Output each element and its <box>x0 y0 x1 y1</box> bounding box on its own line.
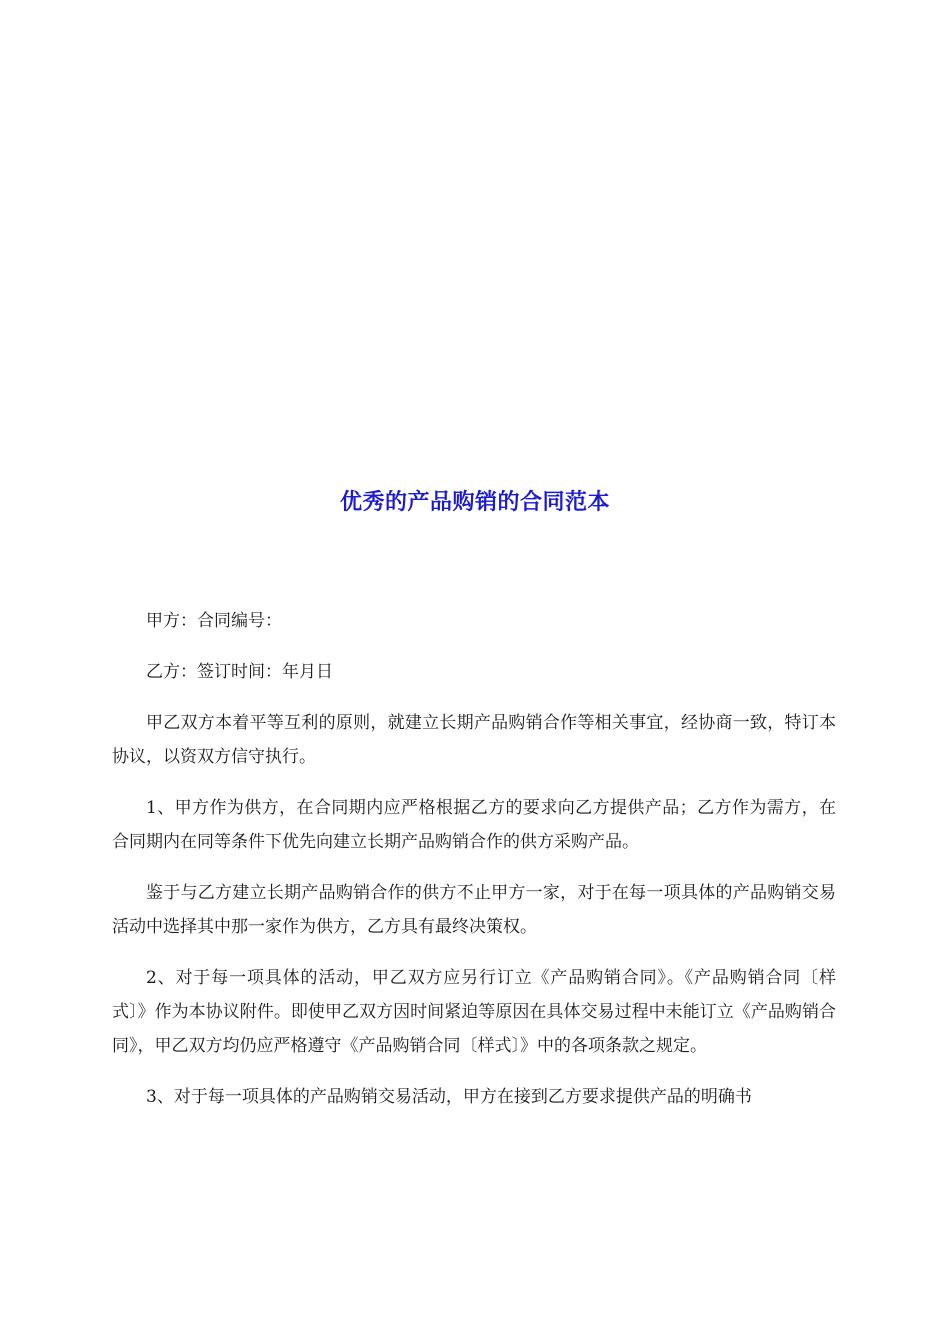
preamble-paragraph: 甲乙双方本着平等互利的原则，就建立长期产品购销合作等相关事宜，经协商一致，特订本协议，以资双方信守执行。 <box>112 713 836 767</box>
clause-2-paragraph: 2、对于每一项具体的活动，甲乙双方应另行订立《产品购销合同》。《产品购销合同〔样式〕》作为本协议附件。即使甲乙双方因时间紧迫等原因在具体交易过程中未能订立《产品购销合同》，甲乙双方均仍应严格遵守《产品购销合同〔样式〕》中的各项条款之规定。 <box>112 968 836 1056</box>
clause-1-paragraph: 1、甲方作为供方，在合同期内应严格根据乙方的要求向乙方提供产品；乙方作为需方，在合同期内在同等条件下优先向建立长期产品购销合作的供方采购产品。 <box>112 798 836 852</box>
clause-3-paragraph: 3、对于每一项具体的产品购销交易活动，甲方在接到乙方要求提供产品的明确书 <box>146 1087 752 1107</box>
party-b-line: 乙方：签订时间：年月日 <box>146 662 333 682</box>
clause-1-note-paragraph: 鉴于与乙方建立长期产品购销合作的供方不止甲方一家，对于在每一项具体的产品购销交易活动中选择其中那一家作为供方，乙方具有最终决策权。 <box>112 883 836 937</box>
document-title: 优秀的产品购销的合同范本 <box>339 490 610 515</box>
party-a-line: 甲方：合同编号： <box>146 611 282 631</box>
document-body <box>112 604 836 1131</box>
